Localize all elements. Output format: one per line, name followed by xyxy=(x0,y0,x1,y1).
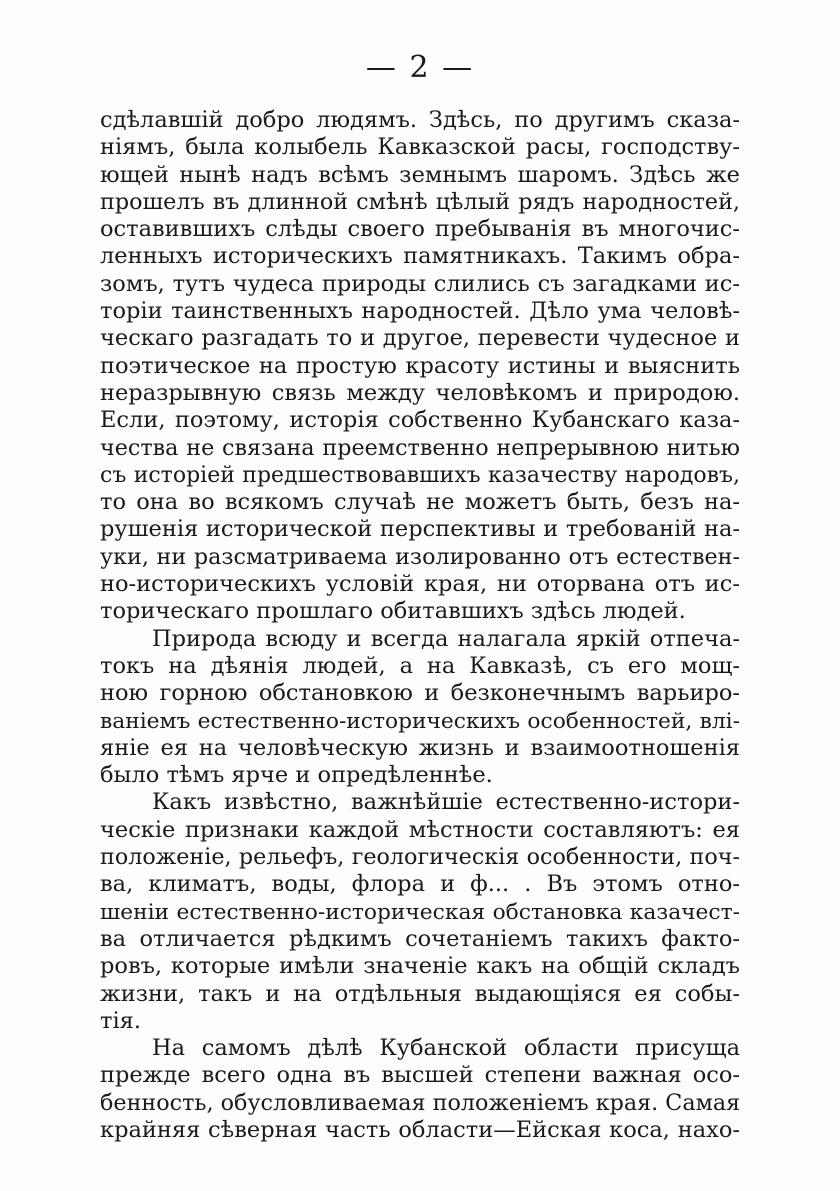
text-line: прошелъ въ длинной смѣнѣ цѣлый рядъ народностей, xyxy=(100,188,740,215)
text-line: шеніи естественно-историческая обстановка казачест- xyxy=(100,899,740,925)
text-line: крайняя сѣверная часть области—Ейская коса, нахо- xyxy=(100,1116,740,1143)
text-line: токъ на дѣянія людей, а на Кавказѣ, съ его мощ- xyxy=(100,652,740,679)
text-line: жизни, такъ и на отдѣльныя выдающіяся ея собы- xyxy=(100,980,740,1007)
text-line: ва, климатъ, воды, флора и ф... . Въ этомъ отно- xyxy=(100,871,740,898)
text-line: было тѣмъ ярче и опредѣленнѣе. xyxy=(100,762,493,789)
paragraph-3 xyxy=(100,789,740,1035)
text-line: но-историческихъ условій края, ни оторвана отъ ис- xyxy=(100,571,740,598)
text-line: торіи таинственныхъ народностей. Дѣло ума человѣ- xyxy=(100,298,740,325)
text-line: съ исторіей предшествовавшихъ казачеству народовъ, xyxy=(100,462,740,488)
text-line: На самомъ дѣлѣ Кубанской области присуща xyxy=(152,1035,740,1062)
text-line: ною горною обстановкою и безконечнымъ варьиро- xyxy=(100,680,740,707)
text-line: Если, поэтому, исторія собственно Кубанскаго каза- xyxy=(100,407,740,434)
text-line: ющей нынѣ надъ всѣмъ земнымъ шаромъ. Здѣсь же xyxy=(100,161,740,188)
text-line: чества не связана преемственно непрерывною нитью xyxy=(100,434,740,461)
text-line: Природа всюду и всегда налагала яркій отпеча- xyxy=(152,625,740,652)
text-line: прежде всего одна въ высшей степени важная осо- xyxy=(100,1062,740,1089)
text-line: ва отличается рѣдкимъ сочетаніемъ такихъ факто- xyxy=(100,925,740,952)
text-line: положеніе, рельефъ, геологическія особенности, поч- xyxy=(100,844,740,871)
text-line: оставившихъ слѣды своего пребыванія въ многочис- xyxy=(100,216,740,243)
text-line: неразрывную связь между человѣкомъ и природою. xyxy=(100,379,740,406)
page-number: — 2 — xyxy=(365,50,475,85)
text-line: ческаго разгадать то и другое, перевести чудесное и xyxy=(100,325,740,352)
text-line: яніе ея на человѣческую жизнь и взаимоотношенія xyxy=(100,734,740,761)
text-line: ніямъ, была колыбель Кавказской расы, господству- xyxy=(100,134,740,161)
body-text xyxy=(100,107,740,1144)
text-line: ровъ, которые имѣли значеніе какъ на общій складъ xyxy=(100,953,740,980)
text-line: рушенія исторической перспективы и требованій на- xyxy=(100,516,740,543)
text-line: зомъ, тутъ чудеса природы слились съ загадками ис- xyxy=(100,270,740,297)
text-line: Какъ извѣстно, важнѣйшіе естественно-истори- xyxy=(152,789,740,816)
paragraph-1 xyxy=(100,107,740,626)
text-line: поэтическое на простую красоту истины и выяснить xyxy=(100,352,740,379)
text-line: тія. xyxy=(100,1007,141,1034)
paragraph-2 xyxy=(100,626,740,790)
text-line: ческіе признаки каждой мѣстности составляютъ: ея xyxy=(100,816,740,843)
text-line: то она во всякомъ случаѣ не можетъ быть, безъ на- xyxy=(100,489,740,516)
paragraph-4 xyxy=(100,1035,740,1144)
text-line: ленныхъ историческихъ памятникахъ. Такимъ обра- xyxy=(100,243,740,270)
text-line: торическаго прошлаго обитавшихъ здѣсь людей. xyxy=(100,598,686,625)
text-line: бенность, обусловливаемая положеніемъ края. Самая xyxy=(100,1089,740,1116)
text-line: сдѣлавшій добро людямъ. Здѣсь, по другимъ сказа- xyxy=(100,107,740,133)
text-line: ваніемъ естественно-историческихъ особенностей, влі- xyxy=(100,708,740,734)
text-line: уки, ни разсматриваема изолированно отъ естествен- xyxy=(100,543,740,570)
